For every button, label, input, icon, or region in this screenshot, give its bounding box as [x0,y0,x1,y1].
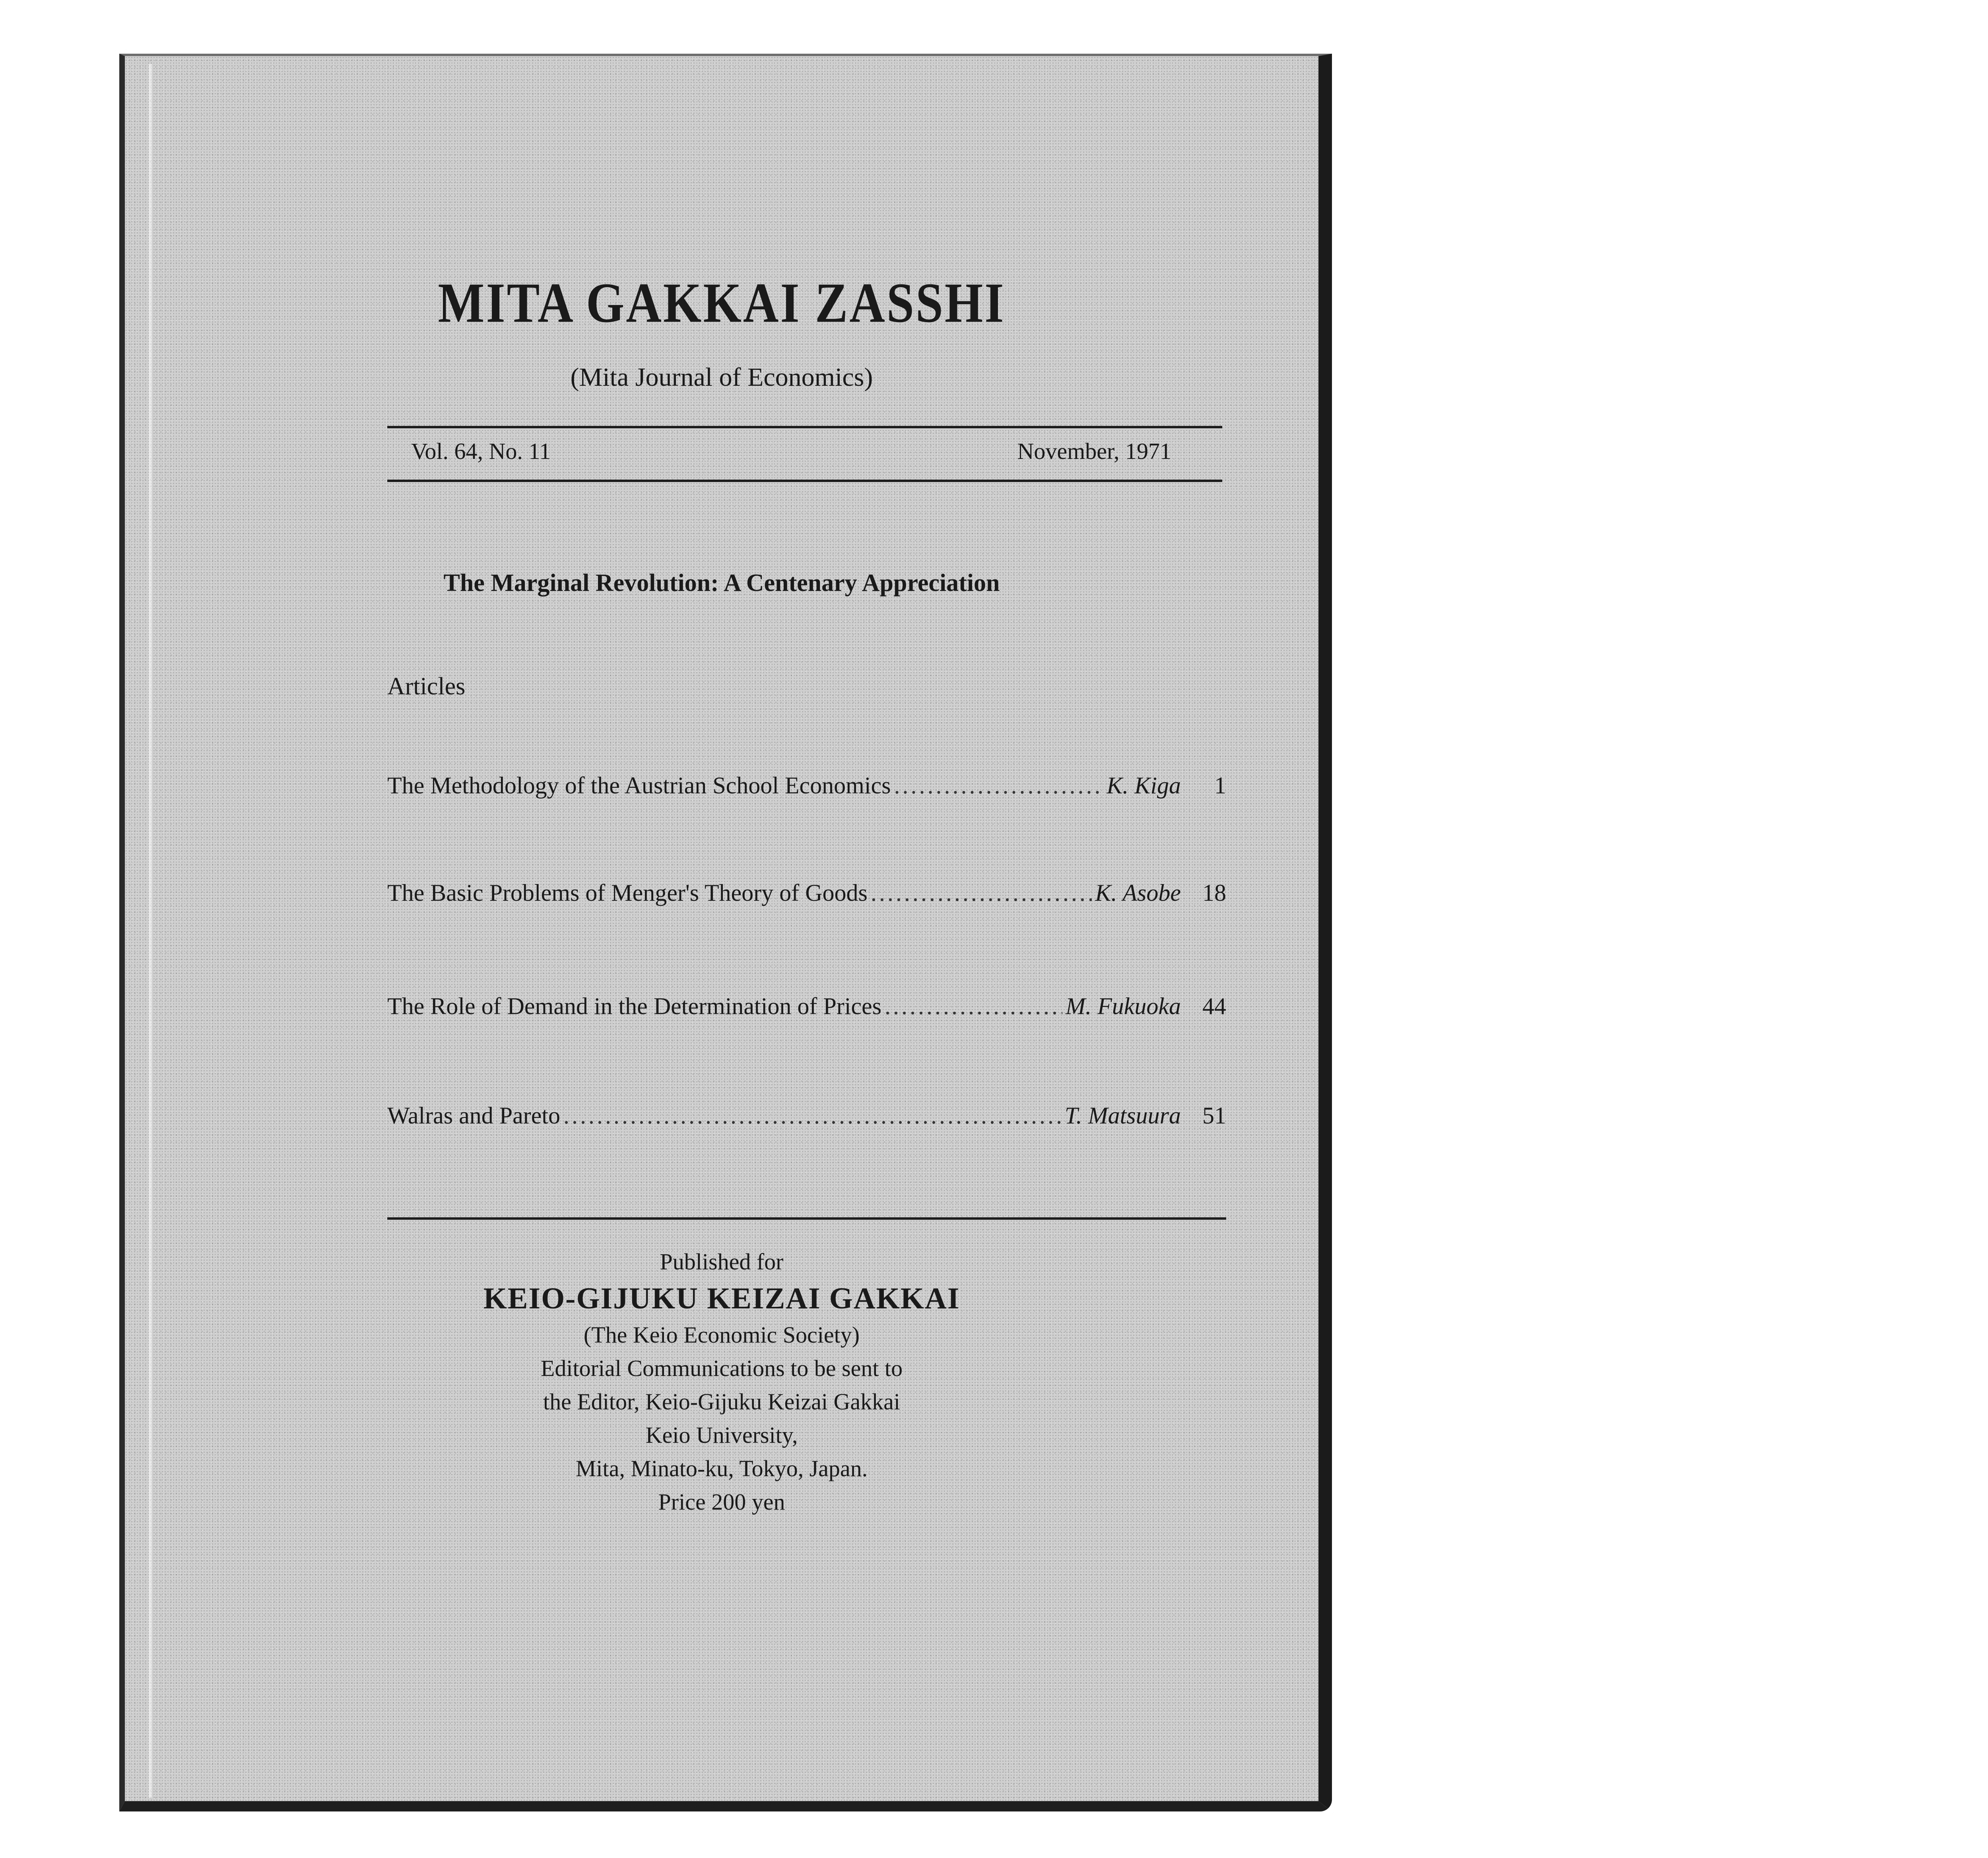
price-line: Price 200 yen [658,1489,785,1515]
toc-article-title: The Methodology of the Austrian School Economics [387,772,891,799]
toc-article-author: T. Matsuura [1064,1102,1181,1129]
toc-leader-dots [871,879,1092,907]
toc-leader-dots [563,1102,1062,1129]
university-line: Keio University, [645,1422,798,1448]
publisher-block [125,1245,1318,1519]
toc-entry [387,993,1226,1020]
journal-subtitle: (Mita Journal of Economics) [570,363,873,392]
toc-page-number: 44 [1202,993,1226,1019]
published-for-label: Published for [660,1249,784,1275]
toc-entry [387,772,1226,799]
special-theme-heading: The Marginal Revolution: A Centenary Appreciation [443,569,1000,597]
toc-leader-dots [894,772,1103,799]
scanned-cover-page [119,54,1332,1811]
toc-article-author: K. Kiga [1107,772,1181,799]
toc-article-title: The Basic Problems of Menger's Theory of Goods [387,880,868,906]
toc-article-author: M. Fukuoka [1066,993,1181,1019]
toc-article-author: K. Asobe [1095,880,1181,906]
issue-volume: Vol. 64, No. 11 [411,438,551,464]
cover-content [125,56,1318,1801]
issue-date: November, 1971 [1017,438,1171,464]
editorial-note: Editorial Communications to be sent to [540,1355,903,1381]
toc-entry [387,879,1226,907]
divider-top [387,426,1222,428]
divider-above-publisher [387,1217,1226,1220]
toc-page-number: 18 [1202,880,1226,906]
toc-leader-dots [885,993,1062,1020]
toc-page-number: 51 [1202,1102,1226,1129]
toc-article-title: Walras and Pareto [387,1102,560,1129]
publisher-name: KEIO-GIJUKU KEIZAI GAKKAI [483,1282,960,1315]
articles-section-label: Articles [387,673,466,700]
divider-below-issue [387,480,1222,482]
toc-page-number: 1 [1214,772,1226,799]
publisher-society: (The Keio Economic Society) [583,1322,860,1348]
journal-title: MITA GAKKAI ZASSHI [438,271,1006,334]
toc-entry [387,1102,1226,1129]
toc-article-title: The Role of Demand in the Determination of Prices [387,993,881,1019]
editor-line: the Editor, Keio-Gijuku Keizai Gakkai [543,1389,900,1415]
address-line: Mita, Minato-ku, Tokyo, Japan. [575,1456,868,1481]
